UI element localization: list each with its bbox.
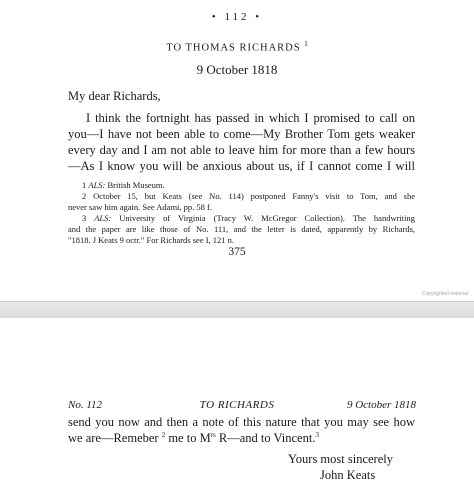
page-376 <box>0 318 474 504</box>
footnote-1-number: 1 <box>82 180 87 190</box>
body-text: me to M <box>168 431 211 446</box>
letter-number: • 112 • <box>211 11 263 23</box>
superscript-abbrev: rs <box>210 431 216 439</box>
footnote-1 <box>68 180 415 190</box>
running-head-number: No. 112 <box>68 399 103 411</box>
footnote-1-label: ALS: <box>88 180 106 190</box>
body-line: I think the fortnight has passed in which I promised to call on <box>86 111 415 125</box>
footnote-3-line: "1818. J Keats 9 octr." For Richards see I, 121 n. <box>68 235 235 245</box>
body-line <box>68 431 415 446</box>
footnote-3 <box>68 213 415 223</box>
footnote-3-number: 3 <box>82 213 87 223</box>
signature: John Keats <box>320 468 376 482</box>
footnote-ref-3: 3 <box>315 431 319 439</box>
footnote-2-line: 2 October 15, but Keats (see No. 114) postponed Fanny's visit to Tom, and she <box>82 191 415 201</box>
body-text: we are—Remeber <box>68 431 159 446</box>
body-line: you—I have not been able to come—My Brother Tom gets weaker <box>68 127 415 141</box>
footnote-2-line: never saw him again. See Adami, pp. 58 f. <box>68 202 212 212</box>
footnote-3-line: and the paper are like those of No. 111, and the letter is dated, apparently by Richards, <box>68 224 415 234</box>
footnote-3-text: University of Virginia (Tracy W. McGregor Collection). The handwriting <box>119 213 416 223</box>
letter-date: 9 October 1818 <box>196 62 278 77</box>
footnote-3-label: ALS: <box>94 213 112 223</box>
footnote-1-text: British Museum. <box>107 180 165 190</box>
page-divider <box>0 301 474 319</box>
closing: Yours most sincerely <box>288 452 393 466</box>
letter-heading <box>0 40 474 54</box>
page-number: 375 <box>228 246 246 258</box>
footnote-ref-2: 2 <box>161 431 166 439</box>
footnote-ref-1: 1 <box>304 40 308 48</box>
running-head-title: TO RICHARDS <box>199 399 275 411</box>
heading-text: TO THOMAS RICHARDS <box>166 42 301 54</box>
copyright-notice: Copyrighted material <box>421 291 468 297</box>
body-line: —As I know you will be anxious about us, if I cannot come I will <box>68 159 415 173</box>
running-head-date: 9 October 1818 <box>346 399 416 411</box>
salutation: My dear Richards, <box>68 89 161 103</box>
body-text: R—and to Vincent. <box>218 431 316 446</box>
body-line: every day and I am not able to leave him for more than a few hours <box>68 143 415 157</box>
body-line: send you now and then a note of this nature that you may see how <box>68 415 415 429</box>
